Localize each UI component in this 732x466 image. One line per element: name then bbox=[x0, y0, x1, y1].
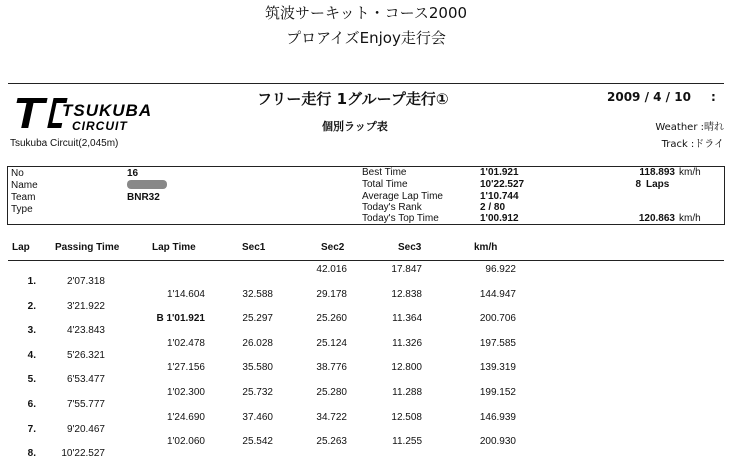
type-label: Type bbox=[11, 204, 33, 215]
col-lap-time: Lap Time bbox=[152, 242, 196, 253]
best-speed-value: 118.893 bbox=[639, 167, 675, 178]
speed-kmh: 200.930 bbox=[479, 436, 516, 448]
lap-number: 8. bbox=[27, 448, 36, 460]
sector3-time: 17.847 bbox=[391, 264, 422, 275]
sector1-time: 26.028 bbox=[242, 337, 273, 349]
circuit-name: Tsukuba Circuit(2,045m) bbox=[10, 138, 119, 149]
best-time-value: 1'01.921 bbox=[480, 167, 519, 178]
car-number: 16 bbox=[127, 168, 139, 179]
sector2-time: 25.260 bbox=[316, 313, 347, 325]
speed-kmh: 96.922 bbox=[485, 264, 516, 275]
avg-lap-label: Average Lap Time bbox=[362, 191, 443, 202]
report-subtitle: 個別ラップ表 bbox=[322, 120, 388, 133]
passing-time: 5'26.321 bbox=[66, 349, 105, 361]
weather-info: Weather :晴れ bbox=[655, 122, 724, 133]
sector1-time: 25.297 bbox=[242, 313, 273, 325]
top-speed-value: 120.863 bbox=[638, 213, 675, 224]
top-rule bbox=[8, 83, 724, 84]
top-speed-unit: km/h bbox=[679, 213, 701, 224]
lap-number: 7. bbox=[27, 423, 36, 435]
redacted-name bbox=[127, 180, 167, 189]
sector3-time: 12.800 bbox=[391, 362, 422, 374]
sector3-time: 11.288 bbox=[392, 387, 422, 398]
col-sec1: Sec1 bbox=[242, 242, 266, 253]
lap-number: 6. bbox=[27, 399, 36, 410]
col-sec3: Sec3 bbox=[398, 242, 422, 253]
top-time-value: 1'00.912 bbox=[480, 213, 519, 224]
rank-label: Today's Rank bbox=[362, 202, 422, 213]
lap-time: 1'27.156 bbox=[166, 362, 205, 374]
lap-number: 5. bbox=[27, 374, 36, 386]
sector1-time: 25.542 bbox=[242, 436, 273, 448]
svg-text:CIRCUIT: CIRCUIT bbox=[72, 119, 128, 133]
sector2-time: 34.722 bbox=[316, 411, 347, 423]
lap-time: 1'02.300 bbox=[166, 387, 205, 398]
lap-time: 1'02.060 bbox=[166, 436, 205, 448]
sector2-time: 25.280 bbox=[316, 387, 347, 398]
speed-kmh: 139.319 bbox=[479, 362, 516, 374]
total-time-value: 10'22.527 bbox=[480, 179, 525, 190]
avg-lap-value: 1'10.744 bbox=[480, 191, 519, 202]
lap-time: 1'02.478 bbox=[166, 337, 205, 349]
session-title: フリー走行 1グループ走行① bbox=[257, 90, 449, 108]
sector1-time: 37.460 bbox=[242, 411, 273, 423]
lap-time: 1'24.690 bbox=[166, 411, 205, 423]
col-kmh: km/h bbox=[474, 242, 498, 253]
team-label: Team bbox=[11, 192, 36, 203]
name-label: Name bbox=[11, 180, 38, 191]
sector1-time: 35.580 bbox=[242, 362, 273, 374]
lap-number: 4. bbox=[27, 349, 36, 361]
sector1-time: 32.588 bbox=[242, 288, 273, 300]
sector2-time: 42.016 bbox=[316, 264, 347, 275]
col-passing-time: Passing Time bbox=[55, 242, 120, 253]
track-condition: Track :ドライ bbox=[661, 139, 724, 150]
sector3-time: 12.838 bbox=[391, 288, 422, 300]
laps-count: 8 bbox=[635, 179, 641, 190]
sector1-time: 25.732 bbox=[242, 387, 273, 398]
lap-number: 1. bbox=[27, 276, 36, 287]
best-time-label: Best Time bbox=[362, 167, 407, 178]
svg-text:TSUKUBA: TSUKUBA bbox=[62, 101, 153, 120]
passing-time: 10'22.527 bbox=[61, 448, 105, 460]
passing-time: 9'20.467 bbox=[66, 423, 105, 435]
sector3-time: 11.255 bbox=[392, 436, 422, 448]
lap-time: B 1'01.921 bbox=[156, 313, 205, 325]
laps-unit: Laps bbox=[646, 179, 670, 190]
top-time-label: Today's Top Time bbox=[362, 213, 439, 224]
passing-time: 2'07.318 bbox=[66, 276, 105, 287]
event-venue-title: 筑波サーキット・コース2000 bbox=[264, 4, 468, 22]
passing-time: 3'21.922 bbox=[66, 300, 105, 312]
speed-kmh: 146.939 bbox=[479, 411, 516, 423]
lap-number: 2. bbox=[27, 300, 36, 312]
speed-kmh: 144.947 bbox=[479, 288, 516, 300]
sector3-time: 11.326 bbox=[392, 337, 422, 349]
sector2-time: 38.776 bbox=[316, 362, 347, 374]
passing-time: 7'55.777 bbox=[66, 399, 105, 410]
header-rule bbox=[8, 260, 724, 261]
best-speed-unit: km/h bbox=[679, 167, 701, 178]
tsukuba-circuit-logo bbox=[10, 96, 180, 136]
speed-kmh: 200.706 bbox=[479, 313, 516, 325]
sector2-time: 25.263 bbox=[316, 436, 347, 448]
team-value: BNR32 bbox=[127, 192, 160, 203]
rank-value: 2 / 80 bbox=[480, 202, 506, 213]
sector2-time: 25.124 bbox=[316, 337, 347, 349]
passing-time: 4'23.843 bbox=[66, 325, 105, 337]
col-sec2: Sec2 bbox=[321, 242, 345, 253]
event-name-title: プロアイズEnjoy走行会 bbox=[286, 29, 446, 47]
col-lap: Lap bbox=[12, 242, 30, 253]
sector3-time: 12.508 bbox=[391, 411, 422, 423]
speed-kmh: 199.152 bbox=[479, 387, 516, 398]
sector2-time: 29.178 bbox=[316, 288, 347, 300]
date-colon: : bbox=[711, 90, 716, 104]
sector3-time: 11.364 bbox=[392, 313, 422, 325]
speed-kmh: 197.585 bbox=[479, 337, 516, 349]
session-date: 2009 / 4 / 10 bbox=[607, 90, 691, 104]
no-label: No bbox=[11, 168, 24, 179]
total-time-label: Total Time bbox=[362, 179, 408, 190]
passing-time: 6'53.477 bbox=[66, 374, 105, 386]
lap-time: 1'14.604 bbox=[166, 288, 205, 300]
lap-number: 3. bbox=[27, 325, 36, 337]
